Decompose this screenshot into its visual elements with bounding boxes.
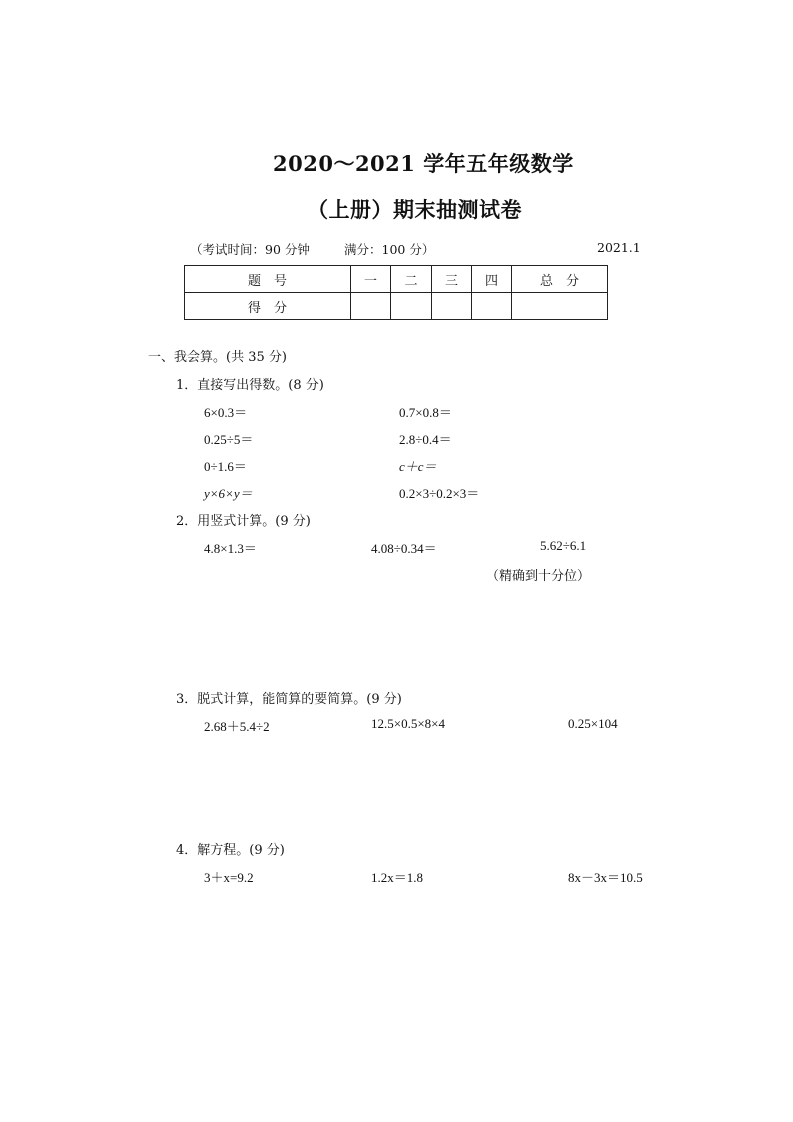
score-table — [184, 265, 608, 320]
q3-item: 2.68＋5.4÷2 — [204, 719, 270, 734]
q2-item: 5.62÷6.1 — [540, 538, 587, 553]
q3-item: 0.25×104 — [568, 716, 618, 731]
exam-time: （考试时间：90 分钟 — [190, 242, 310, 257]
q1-item: 2.8÷0.4＝ — [399, 432, 452, 447]
score-entry-cell[interactable] — [512, 293, 608, 320]
score-table-cell: 四 — [472, 266, 512, 293]
q3-item: 12.5×0.5×8×4 — [371, 716, 445, 731]
q4-item: 1.2x＝1.8 — [371, 870, 424, 885]
score-table-cell: 一 — [351, 266, 391, 293]
q1-item: 0÷1.6＝ — [204, 459, 247, 474]
q1-item: 6×0.3＝ — [204, 405, 248, 420]
page-title-line2: （上册）期末抽测试卷 — [307, 197, 522, 222]
question-2-label: 2．用竖式计算。(9 分) — [176, 514, 311, 529]
question-4-label: 4．解方程。(9 分) — [176, 843, 285, 858]
q2-precision-note: （精确到十分位） — [486, 569, 591, 584]
score-entry-cell[interactable] — [472, 293, 512, 320]
q4-item: 8x－3x＝10.5 — [568, 870, 643, 885]
q1-item: 0.7×0.8＝ — [399, 405, 452, 420]
score-entry-cell[interactable] — [351, 293, 391, 320]
question-1-label: 1．直接写出得数。(8 分) — [176, 378, 324, 393]
q2-item: 4.08÷0.34＝ — [371, 541, 437, 556]
score-table-cell: 三 — [432, 266, 472, 293]
score-table-cell: 总 分 — [512, 266, 608, 293]
full-score: 满分：100 分） — [344, 242, 435, 257]
score-entry-cell[interactable] — [391, 293, 432, 320]
score-table-header-row — [185, 266, 608, 293]
q1-item: y×6×y＝ — [204, 486, 253, 501]
q1-item: c＋c＝ — [399, 459, 437, 474]
exam-date: 2021.1 — [597, 240, 641, 255]
q4-item: 3＋x=9.2 — [204, 870, 254, 885]
score-table-cell: 得 分 — [185, 293, 351, 320]
score-table-cell: 题 号 — [185, 266, 351, 293]
score-entry-cell[interactable] — [432, 293, 472, 320]
section-heading: 一、我会算。(共 35 分) — [148, 350, 287, 365]
q2-item: 4.8×1.3＝ — [204, 541, 257, 556]
q1-item: 0.25÷5＝ — [204, 432, 254, 447]
page-title-line1: 2020～2021 学年五年级数学 — [273, 151, 574, 176]
score-table-cell: 二 — [391, 266, 432, 293]
score-table-score-row — [185, 293, 608, 320]
q1-item: 0.2×3÷0.2×3＝ — [399, 486, 480, 501]
question-3-label: 3．脱式计算，能简算的要简算。(9 分) — [176, 692, 402, 707]
